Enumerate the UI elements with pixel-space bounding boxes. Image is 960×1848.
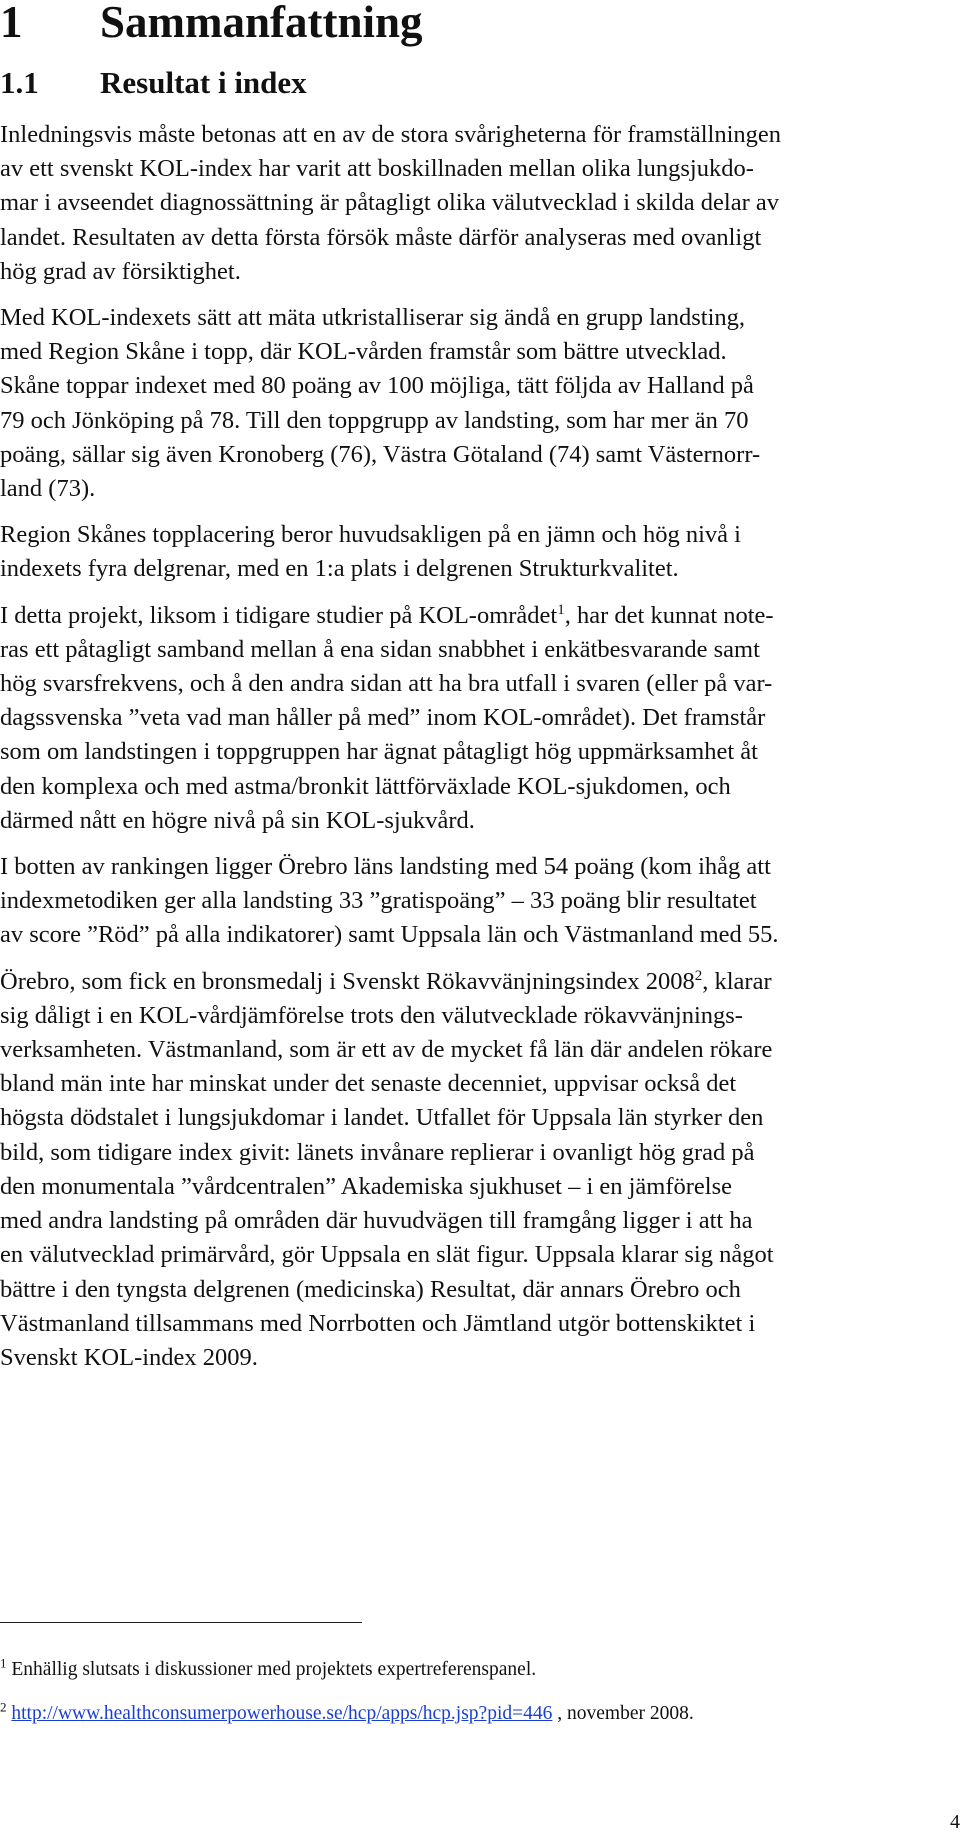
text-line: Med KOL-indexets sätt att mäta utkristalliserar sig ändå en grupp landsting, [0, 304, 746, 332]
footnote-mark: 2 [0, 1699, 7, 1715]
text-line: ras ett påtagligt samband mellan å ena sidan snabbhet i enkätbesvarande samt [0, 635, 760, 663]
footnote-mark: 1 [0, 1655, 7, 1671]
text-line: en välutvecklad primärvård, gör Uppsala en slät figur. Uppsala klarar sig något [0, 1241, 774, 1269]
text-line: högsta dödstalet i lungsjukdomar i landet. Utfallet för Uppsala län styrker den [0, 1104, 764, 1132]
paragraph-1 [0, 118, 960, 289]
text-line: bland män inte har minskat under det senaste decenniet, uppvisar också det [0, 1070, 737, 1098]
text-line: Svenskt KOL-index 2009. [0, 1343, 258, 1371]
text-line: med Region Skåne i topp, där KOL-vården framstår som bättre utvecklad. [0, 338, 727, 366]
text-line: Skåne toppar indexet med 80 poäng av 100 möjliga, tätt följda av Halland på [0, 372, 754, 400]
paragraph-2 [0, 301, 960, 506]
text-line [0, 965, 960, 999]
page-number: 4 [950, 1811, 960, 1833]
text-line: Inledningsvis måste betonas att en av de stora svårigheterna för framställningen [0, 121, 782, 148]
footnote-link[interactable]: http://www.healthconsumerpowerhouse.se/hcp/apps/hcp.jsp?pid=446 [11, 1703, 553, 1724]
text-line [0, 599, 960, 633]
text-line: 79 och Jönköping på 78. Till den toppgrupp av landsting, som har mer än 70 [0, 406, 749, 434]
text-line: I botten av rankingen ligger Örebro läns landsting med 54 poäng (kom ihåg att [0, 853, 771, 881]
text-line: landet. Resultaten av detta första försök måste därför analyseras med ovanligt [0, 223, 762, 251]
text-line: mar i avseendet diagnossättning är påtagligt olika välutvecklad i skilda delar av [0, 189, 779, 217]
text-fragment: , klarar [702, 967, 772, 995]
chapter-number: 1 [0, 0, 23, 47]
text-line: av ett svenskt KOL-index har varit att boskillnaden mellan olika lungsjukdo- [0, 155, 754, 183]
section-title: Resultat i index [100, 65, 307, 100]
text-fragment: , har det kunnat note- [564, 601, 774, 629]
footnote-ref-1[interactable]: 1 [557, 601, 565, 618]
text-line: med andra landsting på områden där huvudvägen till framgång ligger i att ha [0, 1207, 753, 1235]
text-fragment: Örebro, som fick en bronsmedalj i Svenskt Rökavvänjningsindex 2008 [0, 967, 695, 995]
footnote-text: Enhällig slutsats i diskussioner med projektets expertreferenspanel. [6, 1659, 537, 1680]
text-line: poäng, sällar sig även Kronoberg (76), Västra Götaland (74) samt Västernorr- [0, 440, 761, 468]
paragraph-5 [0, 850, 960, 953]
chapter-title: Sammanfattning [100, 0, 423, 47]
text-line: hög svarsfrekvens, och å den andra sidan att ha bra utfall i svaren (eller på var- [0, 670, 773, 698]
text-line: hög grad av försiktighet. [0, 257, 241, 285]
text-line: sig dåligt i en KOL-vårdjämförelse trots den välutvecklade rökavvänjnings- [0, 1001, 743, 1029]
paragraph-4 [0, 599, 960, 838]
text-line: indexmetodiken ger alla landsting 33 ”gratispoäng” – 33 poäng blir resultatet [0, 887, 757, 915]
text-line: den monumentala ”vårdcentralen” Akademiska sjukhuset – i en jämförelse [0, 1172, 733, 1200]
footnote-ref-2[interactable]: 2 [694, 967, 703, 984]
footnote-divider [0, 1622, 362, 1623]
text-fragment: I detta projekt, liksom i tidigare studier på KOL-området [0, 601, 558, 629]
text-line: av score ”Röd” på alla indikatorer) samt Uppsala län och Västmanland med 55. [0, 921, 779, 949]
footnote-text: , november 2008. [552, 1703, 694, 1724]
footnote-1 [0, 1648, 960, 1692]
text-line: Region Skånes topplacering beror huvudsakligen på en jämn och hög nivå i [0, 521, 741, 549]
text-line: bild, som tidigare index givit: länets invånare replierar i ovanligt hög grad på [0, 1138, 755, 1166]
text-line: därmed nått en högre nivå på sin KOL-sjukvård. [0, 806, 475, 834]
text-line: den komplexa och med astma/bronkit lättförväxlade KOL-sjukdomen, och [0, 772, 731, 800]
paragraph-3 [0, 518, 960, 586]
text-line: land (73). [0, 475, 96, 503]
text-line: Västmanland tillsammans med Norrbotten och Jämtland utgör bottenskiktet i [0, 1309, 756, 1337]
text-line: dagssvenska ”veta vad man håller på med” inom KOL-området). Det framstår [0, 704, 766, 732]
paragraph-6 [0, 965, 960, 1375]
text-line: bättre i den tyngsta delgrenen (medicinska) Resultat, där annars Örebro och [0, 1275, 741, 1303]
text-line: indexets fyra delgrenar, med en 1:a plats i delgrenen Strukturkvalitet. [0, 555, 679, 583]
text-line: som om landstingen i toppgruppen har ägnat påtagligt hög uppmärksamhet åt [0, 738, 758, 766]
chapter-heading [0, 0, 423, 50]
section-heading [0, 60, 307, 106]
text-line: verksamheten. Västmanland, som är ett av de mycket få län där andelen rökare [0, 1036, 773, 1064]
body-text [0, 118, 960, 1387]
footnote-2 [0, 1692, 960, 1736]
section-number: 1.1 [0, 65, 39, 100]
footnotes [0, 1648, 960, 1736]
